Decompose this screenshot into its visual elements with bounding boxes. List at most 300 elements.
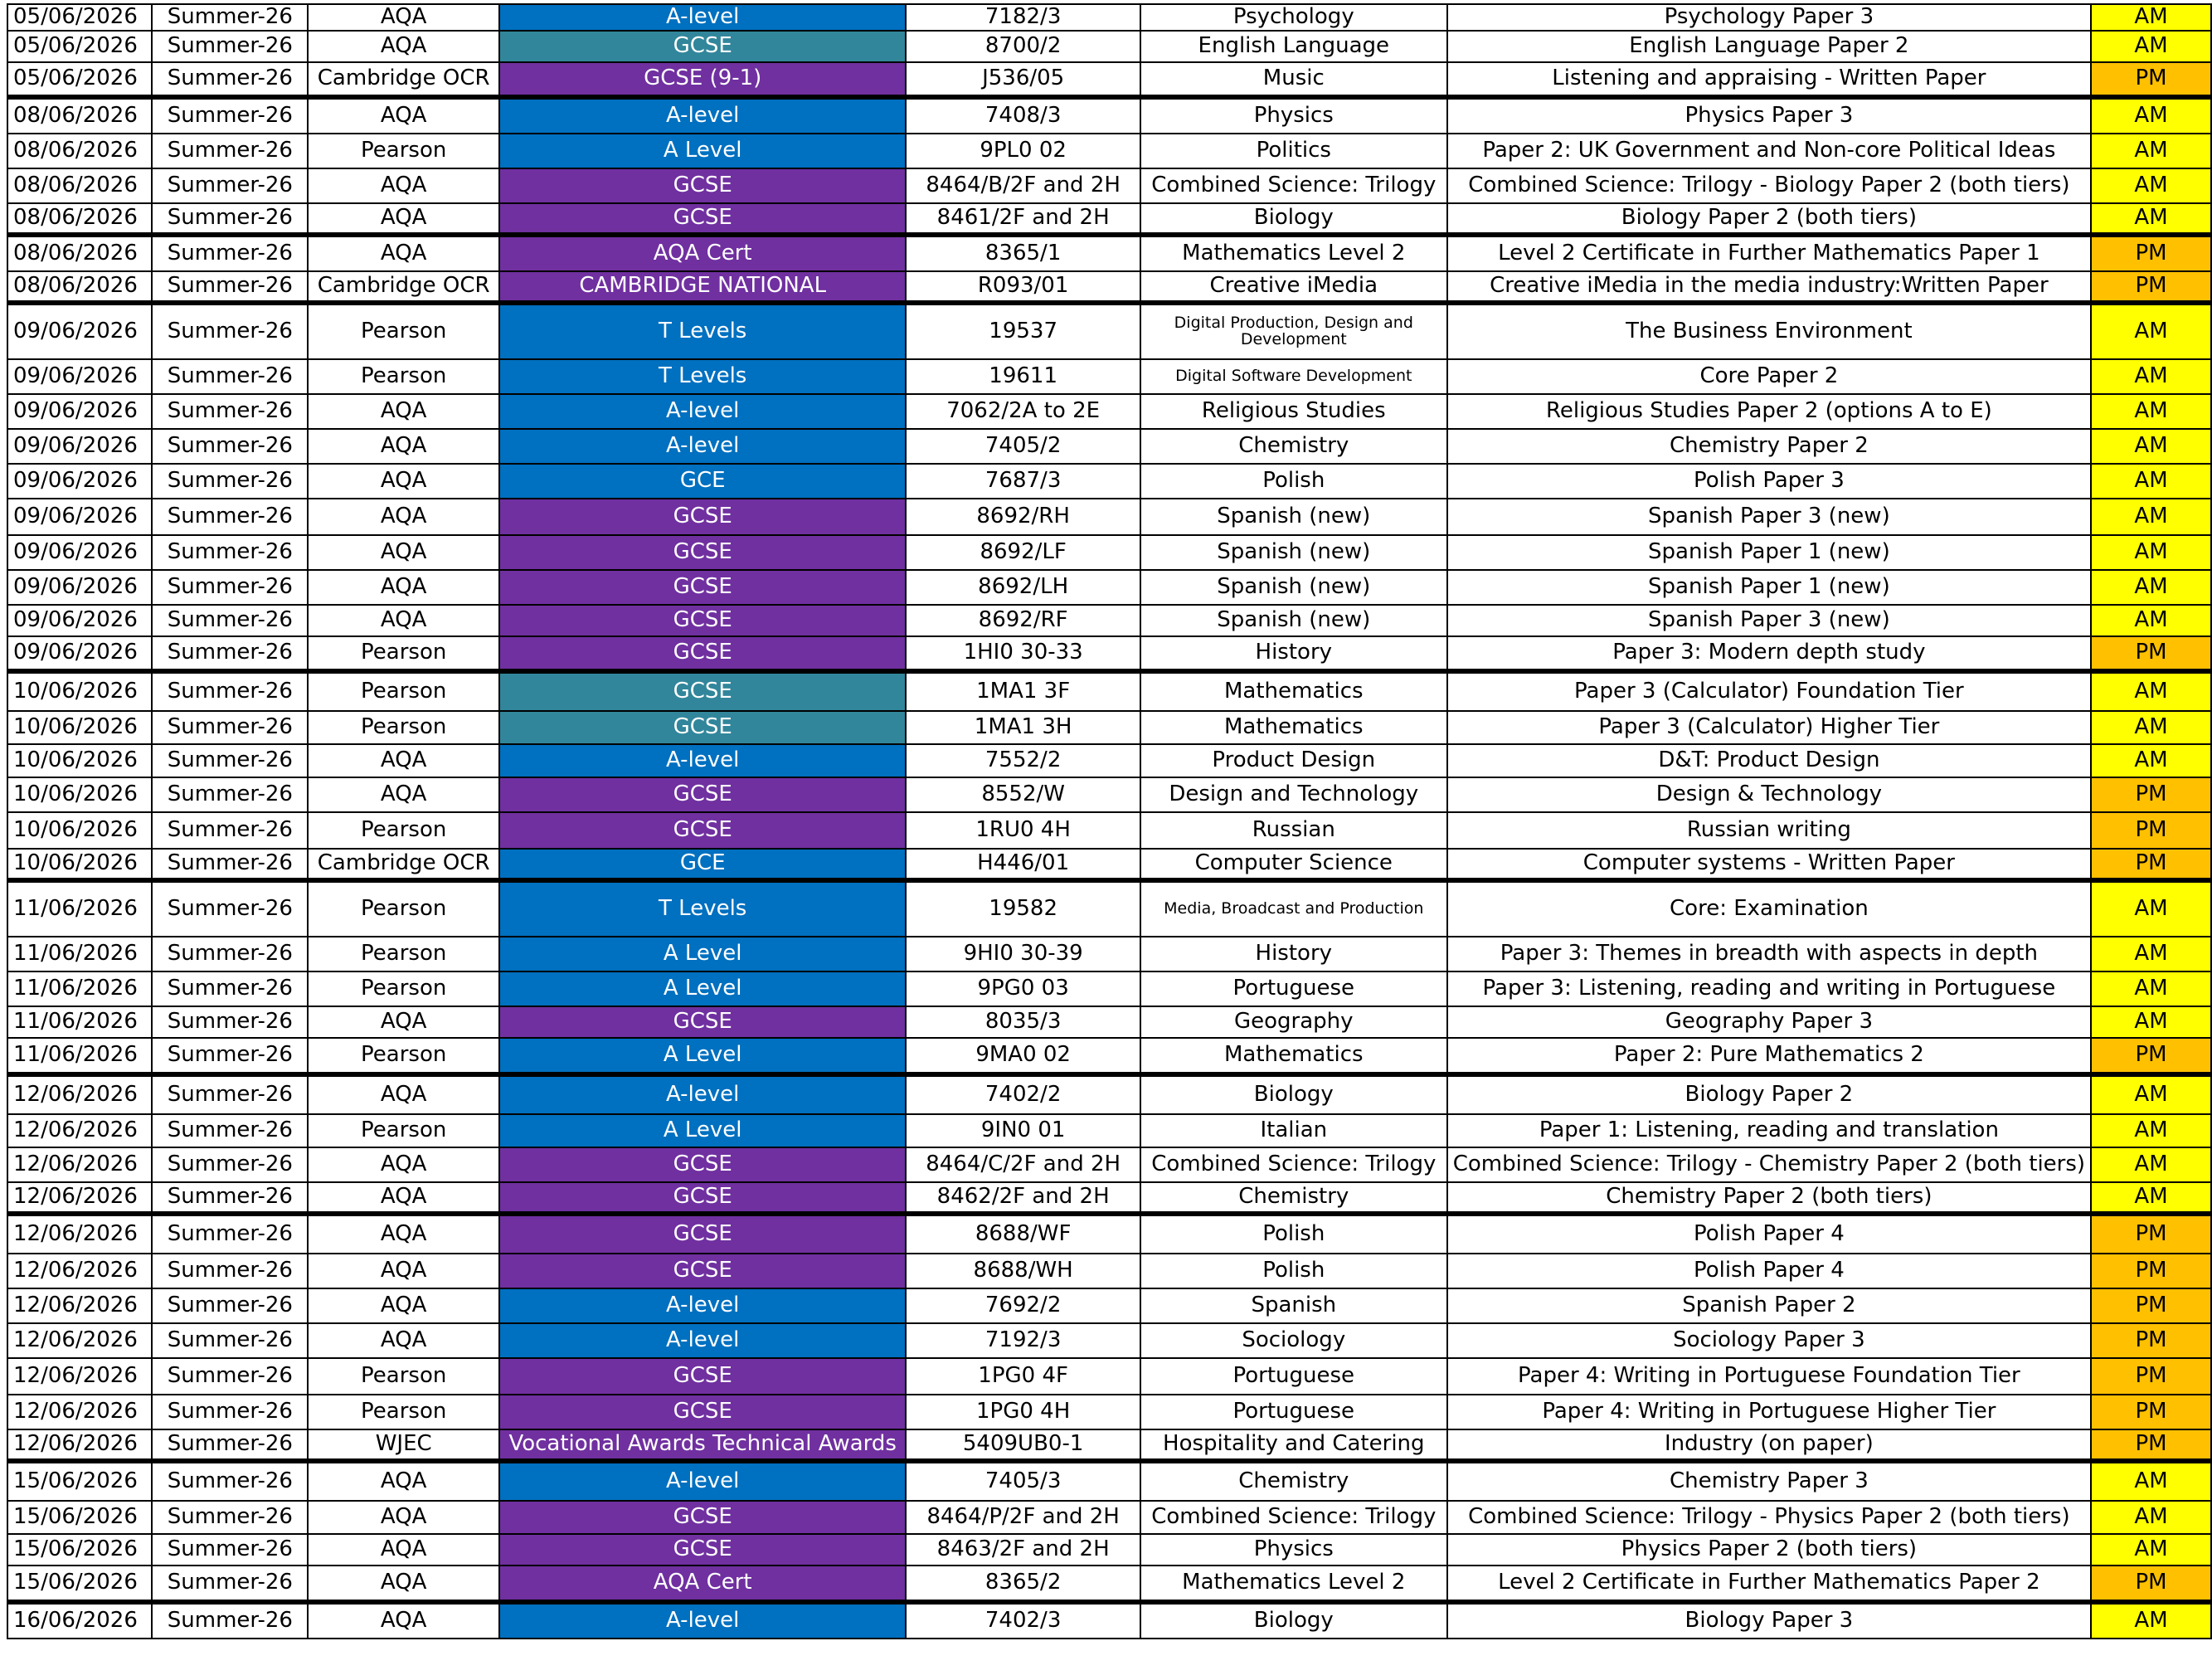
date-cell: 09/06/2026	[7, 464, 152, 499]
board-cell: Pearson	[308, 671, 499, 711]
session-cell: PM	[2091, 1038, 2211, 1074]
paper-cell: Listening and appraising - Written Paper	[1447, 62, 2091, 97]
series-cell: Summer-26	[152, 134, 308, 168]
paper-cell: Paper 2: Pure Mathematics 2	[1447, 1038, 2091, 1074]
session-cell: AM	[2091, 711, 2211, 744]
code-cell: 19611	[906, 359, 1140, 394]
table-row	[7, 1566, 2211, 1602]
session-cell: PM	[2091, 636, 2211, 671]
session-cell: AM	[2091, 31, 2211, 62]
session-cell: PM	[2091, 1254, 2211, 1288]
code-cell: 5409UB0-1	[906, 1429, 1140, 1461]
date-cell: 09/06/2026	[7, 605, 152, 636]
subject-cell: Religious Studies	[1140, 394, 1447, 429]
board-cell: Pearson	[308, 711, 499, 744]
qualification-cell: A Level	[499, 937, 906, 971]
table-row	[7, 394, 2211, 429]
board-cell: AQA	[308, 1074, 499, 1114]
session-cell: PM	[2091, 849, 2211, 880]
qualification-cell: GCSE	[499, 570, 906, 605]
board-cell: AQA	[308, 1566, 499, 1602]
series-cell: Summer-26	[152, 1147, 308, 1182]
board-cell: AQA	[308, 1461, 499, 1501]
subject-cell: Physics	[1140, 1534, 1447, 1566]
subject-cell: Design and Technology	[1140, 777, 1447, 812]
table-row	[7, 880, 2211, 937]
date-cell: 11/06/2026	[7, 880, 152, 937]
paper-cell: Creative iMedia in the media industry:Written Paper	[1447, 271, 2091, 303]
table-row	[7, 1074, 2211, 1114]
board-cell: AQA	[308, 1006, 499, 1038]
board-cell: AQA	[308, 777, 499, 812]
paper-cell: Paper 3: Themes in breadth with aspects in depth	[1447, 937, 2091, 971]
code-cell: 8688/WH	[906, 1254, 1140, 1288]
table-row	[7, 711, 2211, 744]
series-cell: Summer-26	[152, 429, 308, 464]
subject-cell: Digital Production, Design and Development	[1140, 303, 1447, 359]
subject-cell: Music	[1140, 62, 1447, 97]
series-cell: Summer-26	[152, 744, 308, 777]
code-cell: 1RU0 4H	[906, 812, 1140, 849]
table-row	[7, 271, 2211, 303]
paper-cell: Industry (on paper)	[1447, 1429, 2091, 1461]
qualification-cell: A Level	[499, 971, 906, 1006]
board-cell: AQA	[308, 235, 499, 271]
subject-cell: Portuguese	[1140, 1358, 1447, 1395]
code-cell: 8700/2	[906, 31, 1140, 62]
date-cell: 09/06/2026	[7, 570, 152, 605]
board-cell: AQA	[308, 394, 499, 429]
session-cell: PM	[2091, 1566, 2211, 1602]
qualification-cell: T Levels	[499, 880, 906, 937]
table-row	[7, 62, 2211, 97]
code-cell: 7692/2	[906, 1288, 1140, 1323]
subject-cell: Combined Science: Trilogy	[1140, 168, 1447, 203]
session-cell: AM	[2091, 394, 2211, 429]
subject-cell: Mathematics Level 2	[1140, 1566, 1447, 1602]
code-cell: 8365/1	[906, 235, 1140, 271]
code-cell: 7182/3	[906, 4, 1140, 31]
table-row	[7, 971, 2211, 1006]
board-cell: Cambridge OCR	[308, 849, 499, 880]
subject-cell: Hospitality and Catering	[1140, 1429, 1447, 1461]
qualification-cell: Vocational Awards Technical Awards	[499, 1429, 906, 1461]
date-cell: 09/06/2026	[7, 303, 152, 359]
paper-cell: Polish Paper 3	[1447, 464, 2091, 499]
board-cell: AQA	[308, 605, 499, 636]
date-cell: 10/06/2026	[7, 671, 152, 711]
series-cell: Summer-26	[152, 1254, 308, 1288]
series-cell: Summer-26	[152, 203, 308, 235]
date-cell: 12/06/2026	[7, 1114, 152, 1147]
series-cell: Summer-26	[152, 777, 308, 812]
table-row	[7, 134, 2211, 168]
qualification-cell: A Level	[499, 1038, 906, 1074]
subject-cell: Polish	[1140, 1214, 1447, 1254]
series-cell: Summer-26	[152, 971, 308, 1006]
table-row	[7, 1114, 2211, 1147]
date-cell: 08/06/2026	[7, 203, 152, 235]
date-cell: 12/06/2026	[7, 1214, 152, 1254]
code-cell: 8692/LF	[906, 535, 1140, 570]
subject-cell: Polish	[1140, 464, 1447, 499]
board-cell: Pearson	[308, 1038, 499, 1074]
date-cell: 12/06/2026	[7, 1429, 152, 1461]
series-cell: Summer-26	[152, 1534, 308, 1566]
board-cell: Pearson	[308, 636, 499, 671]
code-cell: 8464/P/2F and 2H	[906, 1501, 1140, 1534]
session-cell: PM	[2091, 1429, 2211, 1461]
table-row	[7, 203, 2211, 235]
qualification-cell: GCSE	[499, 1254, 906, 1288]
date-cell: 15/06/2026	[7, 1534, 152, 1566]
code-cell: 1HI0 30-33	[906, 636, 1140, 671]
qualification-cell: GCSE	[499, 1534, 906, 1566]
date-cell: 09/06/2026	[7, 499, 152, 535]
board-cell: AQA	[308, 464, 499, 499]
qualification-cell: AQA Cert	[499, 235, 906, 271]
code-cell: 7402/2	[906, 1074, 1140, 1114]
table-row	[7, 1038, 2211, 1074]
paper-cell: Spanish Paper 3 (new)	[1447, 499, 2091, 535]
code-cell: 8692/RH	[906, 499, 1140, 535]
subject-cell: Chemistry	[1140, 1182, 1447, 1214]
paper-cell: Spanish Paper 3 (new)	[1447, 605, 2091, 636]
qualification-cell: GCSE	[499, 1214, 906, 1254]
series-cell: Summer-26	[152, 1323, 308, 1358]
table-row	[7, 535, 2211, 570]
series-cell: Summer-26	[152, 1395, 308, 1429]
paper-cell: Russian writing	[1447, 812, 2091, 849]
subject-cell: Mathematics	[1140, 711, 1447, 744]
paper-cell: Physics Paper 2 (both tiers)	[1447, 1534, 2091, 1566]
series-cell: Summer-26	[152, 303, 308, 359]
session-cell: PM	[2091, 1323, 2211, 1358]
series-cell: Summer-26	[152, 31, 308, 62]
board-cell: AQA	[308, 1501, 499, 1534]
session-cell: AM	[2091, 1534, 2211, 1566]
board-cell: AQA	[308, 1147, 499, 1182]
qualification-cell: A-level	[499, 4, 906, 31]
subject-cell: Combined Science: Trilogy	[1140, 1147, 1447, 1182]
subject-cell: Mathematics	[1140, 671, 1447, 711]
session-cell: AM	[2091, 429, 2211, 464]
subject-cell: Product Design	[1140, 744, 1447, 777]
subject-cell: History	[1140, 937, 1447, 971]
series-cell: Summer-26	[152, 1501, 308, 1534]
date-cell: 12/06/2026	[7, 1074, 152, 1114]
table-row	[7, 1534, 2211, 1566]
session-cell: AM	[2091, 4, 2211, 31]
table-row	[7, 744, 2211, 777]
series-cell: Summer-26	[152, 235, 308, 271]
code-cell: 8462/2F and 2H	[906, 1182, 1140, 1214]
qualification-cell: T Levels	[499, 359, 906, 394]
session-cell: AM	[2091, 570, 2211, 605]
paper-cell: Polish Paper 4	[1447, 1254, 2091, 1288]
code-cell: 8461/2F and 2H	[906, 203, 1140, 235]
table-row	[7, 1461, 2211, 1501]
paper-cell: Paper 3 (Calculator) Higher Tier	[1447, 711, 2091, 744]
series-cell: Summer-26	[152, 636, 308, 671]
series-cell: Summer-26	[152, 1429, 308, 1461]
subject-cell: Portuguese	[1140, 971, 1447, 1006]
code-cell: 7402/3	[906, 1602, 1140, 1639]
date-cell: 15/06/2026	[7, 1501, 152, 1534]
code-cell: 9MA0 02	[906, 1038, 1140, 1074]
table-row	[7, 97, 2211, 134]
board-cell: AQA	[308, 97, 499, 134]
qualification-cell: GCSE	[499, 1006, 906, 1038]
code-cell: 7552/2	[906, 744, 1140, 777]
date-cell: 15/06/2026	[7, 1566, 152, 1602]
subject-cell: Politics	[1140, 134, 1447, 168]
date-cell: 09/06/2026	[7, 429, 152, 464]
board-cell: AQA	[308, 499, 499, 535]
code-cell: J536/05	[906, 62, 1140, 97]
series-cell: Summer-26	[152, 271, 308, 303]
date-cell: 05/06/2026	[7, 4, 152, 31]
paper-cell: Geography Paper 3	[1447, 1006, 2091, 1038]
code-cell: 8463/2F and 2H	[906, 1534, 1140, 1566]
subject-cell: Spanish (new)	[1140, 570, 1447, 605]
paper-cell: Core: Examination	[1447, 880, 2091, 937]
qualification-cell: GCSE	[499, 1182, 906, 1214]
subject-cell: Media, Broadcast and Production	[1140, 880, 1447, 937]
session-cell: AM	[2091, 134, 2211, 168]
series-cell: Summer-26	[152, 570, 308, 605]
session-cell: AM	[2091, 1602, 2211, 1639]
date-cell: 12/06/2026	[7, 1323, 152, 1358]
paper-cell: Biology Paper 3	[1447, 1602, 2091, 1639]
series-cell: Summer-26	[152, 849, 308, 880]
code-cell: 1PG0 4F	[906, 1358, 1140, 1395]
qualification-cell: A-level	[499, 744, 906, 777]
paper-cell: Combined Science: Trilogy - Biology Paper 2 (both tiers)	[1447, 168, 2091, 203]
qualification-cell: A-level	[499, 1288, 906, 1323]
session-cell: AM	[2091, 1114, 2211, 1147]
table-row	[7, 4, 2211, 31]
code-cell: 19537	[906, 303, 1140, 359]
qualification-cell: A Level	[499, 134, 906, 168]
session-cell: PM	[2091, 1395, 2211, 1429]
board-cell: Pearson	[308, 812, 499, 849]
code-cell: 7405/2	[906, 429, 1140, 464]
table-row	[7, 1323, 2211, 1358]
subject-cell: Digital Software Development	[1140, 359, 1447, 394]
series-cell: Summer-26	[152, 4, 308, 31]
qualification-cell: AQA Cert	[499, 1566, 906, 1602]
code-cell: 8552/W	[906, 777, 1140, 812]
qualification-cell: T Levels	[499, 303, 906, 359]
paper-cell: Polish Paper 4	[1447, 1214, 2091, 1254]
paper-cell: Biology Paper 2	[1447, 1074, 2091, 1114]
code-cell: 7062/2A to 2E	[906, 394, 1140, 429]
board-cell: WJEC	[308, 1429, 499, 1461]
session-cell: AM	[2091, 937, 2211, 971]
session-cell: AM	[2091, 1074, 2211, 1114]
qualification-cell: GCSE	[499, 711, 906, 744]
series-cell: Summer-26	[152, 394, 308, 429]
session-cell: PM	[2091, 777, 2211, 812]
board-cell: AQA	[308, 1288, 499, 1323]
qualification-cell: A-level	[499, 97, 906, 134]
qualification-cell: GCSE	[499, 1358, 906, 1395]
table-row	[7, 849, 2211, 880]
date-cell: 11/06/2026	[7, 971, 152, 1006]
board-cell: AQA	[308, 744, 499, 777]
board-cell: AQA	[308, 1214, 499, 1254]
subject-cell: Biology	[1140, 1602, 1447, 1639]
table-row	[7, 570, 2211, 605]
board-cell: AQA	[308, 535, 499, 570]
table-row	[7, 777, 2211, 812]
date-cell: 08/06/2026	[7, 271, 152, 303]
code-cell: 8692/LH	[906, 570, 1140, 605]
paper-cell: Chemistry Paper 2 (both tiers)	[1447, 1182, 2091, 1214]
table-row	[7, 605, 2211, 636]
paper-cell: Computer systems - Written Paper	[1447, 849, 2091, 880]
series-cell: Summer-26	[152, 1006, 308, 1038]
table-row	[7, 1395, 2211, 1429]
code-cell: 7405/3	[906, 1461, 1140, 1501]
qualification-cell: GCE	[499, 464, 906, 499]
table-row	[7, 235, 2211, 271]
series-cell: Summer-26	[152, 168, 308, 203]
board-cell: AQA	[308, 4, 499, 31]
table-row	[7, 1358, 2211, 1395]
qualification-cell: GCSE	[499, 535, 906, 570]
subject-cell: Sociology	[1140, 1323, 1447, 1358]
table-row	[7, 1254, 2211, 1288]
date-cell: 08/06/2026	[7, 168, 152, 203]
qualification-cell: GCSE	[499, 499, 906, 535]
date-cell: 12/06/2026	[7, 1182, 152, 1214]
qualification-cell: A-level	[499, 1461, 906, 1501]
board-cell: AQA	[308, 429, 499, 464]
series-cell: Summer-26	[152, 1074, 308, 1114]
series-cell: Summer-26	[152, 711, 308, 744]
subject-cell: Physics	[1140, 97, 1447, 134]
series-cell: Summer-26	[152, 880, 308, 937]
paper-cell: Spanish Paper 1 (new)	[1447, 535, 2091, 570]
board-cell: Pearson	[308, 880, 499, 937]
series-cell: Summer-26	[152, 499, 308, 535]
board-cell: Pearson	[308, 1395, 499, 1429]
date-cell: 09/06/2026	[7, 359, 152, 394]
qualification-cell: A-level	[499, 1074, 906, 1114]
series-cell: Summer-26	[152, 1214, 308, 1254]
qualification-cell: GCSE	[499, 1395, 906, 1429]
timetable-body	[7, 4, 2211, 1639]
session-cell: AM	[2091, 1147, 2211, 1182]
table-row	[7, 1501, 2211, 1534]
session-cell: AM	[2091, 1461, 2211, 1501]
date-cell: 15/06/2026	[7, 1461, 152, 1501]
date-cell: 11/06/2026	[7, 1006, 152, 1038]
subject-cell: Portuguese	[1140, 1395, 1447, 1429]
paper-cell: Physics Paper 3	[1447, 97, 2091, 134]
paper-cell: Combined Science: Trilogy - Physics Paper 2 (both tiers)	[1447, 1501, 2091, 1534]
series-cell: Summer-26	[152, 1566, 308, 1602]
series-cell: Summer-26	[152, 535, 308, 570]
qualification-cell: GCSE	[499, 777, 906, 812]
table-row	[7, 1006, 2211, 1038]
series-cell: Summer-26	[152, 1288, 308, 1323]
code-cell: 9IN0 01	[906, 1114, 1140, 1147]
date-cell: 09/06/2026	[7, 394, 152, 429]
qualification-cell: GCSE	[499, 203, 906, 235]
qualification-cell: GCSE	[499, 671, 906, 711]
paper-cell: Religious Studies Paper 2 (options A to E)	[1447, 394, 2091, 429]
series-cell: Summer-26	[152, 1114, 308, 1147]
board-cell: Pearson	[308, 937, 499, 971]
series-cell: Summer-26	[152, 464, 308, 499]
series-cell: Summer-26	[152, 812, 308, 849]
table-row	[7, 671, 2211, 711]
board-cell: Cambridge OCR	[308, 271, 499, 303]
session-cell: AM	[2091, 605, 2211, 636]
paper-cell: Paper 3: Modern depth study	[1447, 636, 2091, 671]
table-row	[7, 31, 2211, 62]
date-cell: 10/06/2026	[7, 812, 152, 849]
subject-cell: Chemistry	[1140, 429, 1447, 464]
date-cell: 09/06/2026	[7, 535, 152, 570]
qualification-cell: GCSE	[499, 1501, 906, 1534]
subject-cell: Computer Science	[1140, 849, 1447, 880]
series-cell: Summer-26	[152, 62, 308, 97]
paper-cell: Biology Paper 2 (both tiers)	[1447, 203, 2091, 235]
code-cell: 1MA1 3F	[906, 671, 1140, 711]
series-cell: Summer-26	[152, 1602, 308, 1639]
date-cell: 08/06/2026	[7, 235, 152, 271]
table-row	[7, 359, 2211, 394]
table-row	[7, 1182, 2211, 1214]
date-cell: 10/06/2026	[7, 744, 152, 777]
board-cell: Cambridge OCR	[308, 62, 499, 97]
subject-cell: Psychology	[1140, 4, 1447, 31]
qualification-cell: A-level	[499, 1323, 906, 1358]
session-cell: PM	[2091, 1214, 2211, 1254]
subject-cell: Spanish (new)	[1140, 535, 1447, 570]
table-row	[7, 636, 2211, 671]
paper-cell: Paper 4: Writing in Portuguese Foundation Tier	[1447, 1358, 2091, 1395]
subject-cell: Polish	[1140, 1254, 1447, 1288]
session-cell: AM	[2091, 303, 2211, 359]
session-cell: AM	[2091, 880, 2211, 937]
table-row	[7, 1147, 2211, 1182]
session-cell: AM	[2091, 168, 2211, 203]
paper-cell: Design & Technology	[1447, 777, 2091, 812]
session-cell: AM	[2091, 671, 2211, 711]
table-row	[7, 937, 2211, 971]
code-cell: 8692/RF	[906, 605, 1140, 636]
date-cell: 11/06/2026	[7, 937, 152, 971]
table-row	[7, 168, 2211, 203]
date-cell: 12/06/2026	[7, 1147, 152, 1182]
qualification-cell: GCSE	[499, 31, 906, 62]
paper-cell: Level 2 Certificate in Further Mathematics Paper 2	[1447, 1566, 2091, 1602]
session-cell: AM	[2091, 203, 2211, 235]
session-cell: AM	[2091, 1006, 2211, 1038]
date-cell: 12/06/2026	[7, 1254, 152, 1288]
series-cell: Summer-26	[152, 1182, 308, 1214]
series-cell: Summer-26	[152, 1038, 308, 1074]
series-cell: Summer-26	[152, 671, 308, 711]
board-cell: Pearson	[308, 303, 499, 359]
paper-cell: The Business Environment	[1447, 303, 2091, 359]
table-row	[7, 429, 2211, 464]
